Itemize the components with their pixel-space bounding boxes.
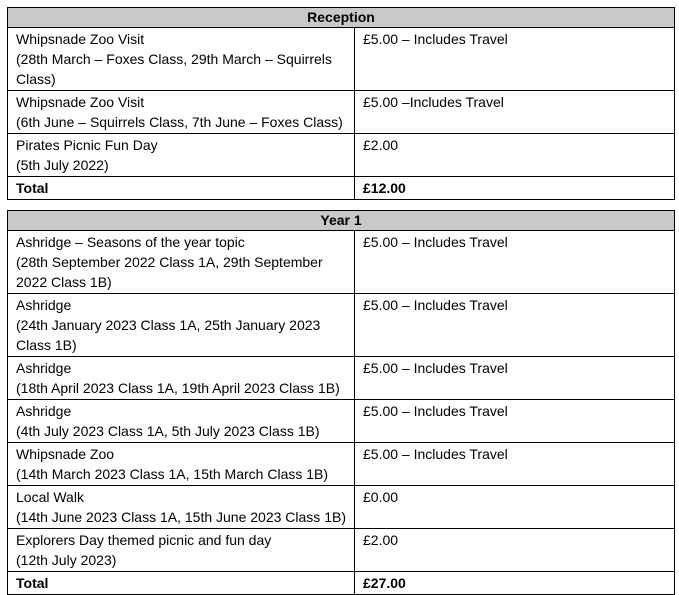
trip-description [8, 231, 355, 294]
trip-dates: (4th July 2023 Class 1A, 5th July 2023 Class 1B) [16, 423, 320, 439]
table-header-row [8, 211, 675, 231]
trip-dates: (12th July 2023) [16, 552, 117, 568]
reception-trips-table [7, 7, 675, 200]
table-row [8, 529, 675, 572]
trip-price: £5.00 – Includes Travel [355, 231, 675, 294]
total-value: £27.00 [355, 572, 675, 595]
trip-title: Ashridge – Seasons of the year topic [16, 234, 245, 250]
trip-description [8, 91, 355, 134]
year1-heading: Year 1 [8, 211, 675, 231]
table-row [8, 357, 675, 400]
trip-title: Ashridge [16, 360, 72, 376]
trip-title: Whipsnade Zoo [16, 446, 115, 462]
trip-description [8, 443, 355, 486]
table-row [8, 231, 675, 294]
trip-description [8, 357, 355, 400]
year1-trips-table [7, 210, 675, 595]
total-label: Total [8, 177, 355, 200]
table-row [8, 28, 675, 91]
trip-price: £5.00 – Includes Travel [355, 443, 675, 486]
total-value: £12.00 [355, 177, 675, 200]
trip-description [8, 294, 355, 357]
trip-title: Ashridge [16, 403, 72, 419]
table-row [8, 91, 675, 134]
reception-heading: Reception [8, 8, 675, 28]
trip-dates: (18th April 2023 Class 1A, 19th April 2023 Class 1B) [16, 380, 340, 396]
table-row [8, 400, 675, 443]
trip-title: Local Walk [16, 489, 84, 505]
trip-dates: (5th July 2022) [16, 157, 109, 173]
trip-description [8, 28, 355, 91]
table-header-row [8, 8, 675, 28]
trip-price: £5.00 – Includes Travel [355, 294, 675, 357]
trip-description [8, 529, 355, 572]
table-row [8, 443, 675, 486]
trip-title: Whipsnade Zoo Visit [16, 31, 145, 47]
total-row [8, 572, 675, 595]
table-row [8, 134, 675, 177]
trip-title: Ashridge [16, 297, 72, 313]
trip-price: £5.00 –Includes Travel [355, 91, 675, 134]
trip-dates: (28th March – Foxes Class, 29th March – Squirrels Class) [16, 51, 332, 87]
table-row [8, 294, 675, 357]
trip-price: £5.00 – Includes Travel [355, 357, 675, 400]
trip-dates: (6th June – Squirrels Class, 7th June – Foxes Class) [16, 114, 343, 130]
table-row [8, 486, 675, 529]
total-label: Total [8, 572, 355, 595]
trip-title: Whipsnade Zoo Visit [16, 94, 145, 110]
trip-description [8, 134, 355, 177]
total-row [8, 177, 675, 200]
trip-price: £2.00 [355, 134, 675, 177]
trip-description [8, 486, 355, 529]
trip-price: £5.00 – Includes Travel [355, 28, 675, 91]
trip-dates: (14th June 2023 Class 1A, 15th June 2023 Class 1B) [16, 509, 346, 525]
trip-title: Explorers Day themed picnic and fun day [16, 532, 272, 548]
trip-price: £5.00 – Includes Travel [355, 400, 675, 443]
trip-dates: (28th September 2022 Class 1A, 29th September 2022 Class 1B) [16, 254, 323, 290]
trip-price: £2.00 [355, 529, 675, 572]
trip-price: £0.00 [355, 486, 675, 529]
trip-title: Pirates Picnic Fun Day [16, 137, 158, 153]
trip-dates: (14th March 2023 Class 1A, 15th March Class 1B) [16, 466, 329, 482]
trip-dates: (24th January 2023 Class 1A, 25th January 2023 Class 1B) [16, 317, 321, 353]
trip-description [8, 400, 355, 443]
